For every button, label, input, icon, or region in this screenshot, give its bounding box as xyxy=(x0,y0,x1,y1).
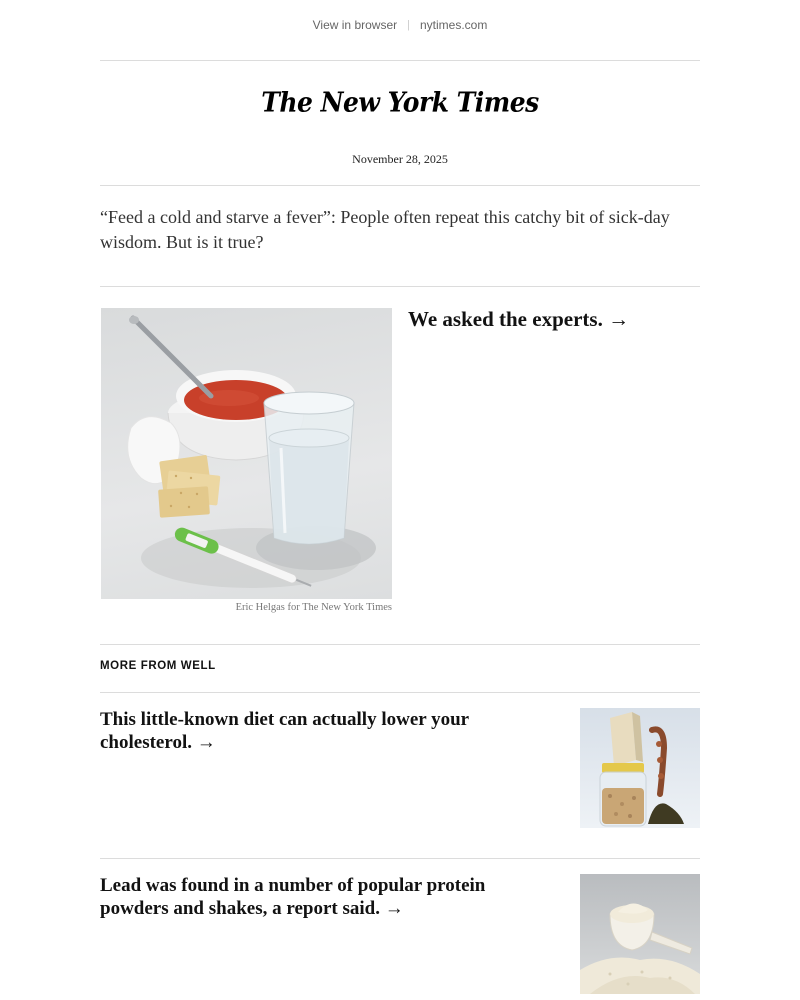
tofu-oats-icon xyxy=(580,708,700,828)
story-link-cholesterol[interactable]: This little-known diet can actually lower your cholesterol. → xyxy=(100,709,469,753)
intro-text: “Feed a cold and starve a fever”: People often repeat this catchy bit of sick-day wisdom. But is it true? xyxy=(100,207,670,252)
photo-credit: Eric Helgas for The New York Times xyxy=(235,602,392,613)
story-item xyxy=(100,708,700,828)
soup-still-life-image xyxy=(101,308,392,599)
story-thumbnail[interactable] xyxy=(580,708,700,828)
masthead xyxy=(100,88,700,117)
lead-story-link[interactable]: We asked the experts. → xyxy=(408,307,630,331)
preheader-separator: | xyxy=(407,19,410,31)
divider-intro xyxy=(100,286,700,287)
section-label-more-from-well: MORE FROM WELL xyxy=(100,660,216,672)
nyt-logo[interactable]: The New York Times xyxy=(261,86,539,119)
divider-masthead xyxy=(100,185,700,186)
story-item xyxy=(100,874,700,994)
divider-story xyxy=(100,858,700,859)
preheader-bar xyxy=(0,0,800,50)
divider-top xyxy=(100,60,700,61)
story-thumbnail[interactable] xyxy=(580,874,700,994)
divider-lead xyxy=(100,644,700,645)
nytimes-site-link[interactable]: nytimes.com xyxy=(419,18,488,32)
story-link-protein-powders[interactable]: Lead was found in a number of popular protein powders and shakes, a report said. → xyxy=(100,875,486,919)
protein-powder-scoop-icon xyxy=(580,874,700,994)
view-in-browser-link[interactable]: View in browser xyxy=(312,18,398,32)
divider-section xyxy=(100,692,700,693)
issue-date: November 28, 2025 xyxy=(352,152,448,166)
lead-photo[interactable] xyxy=(101,308,392,599)
